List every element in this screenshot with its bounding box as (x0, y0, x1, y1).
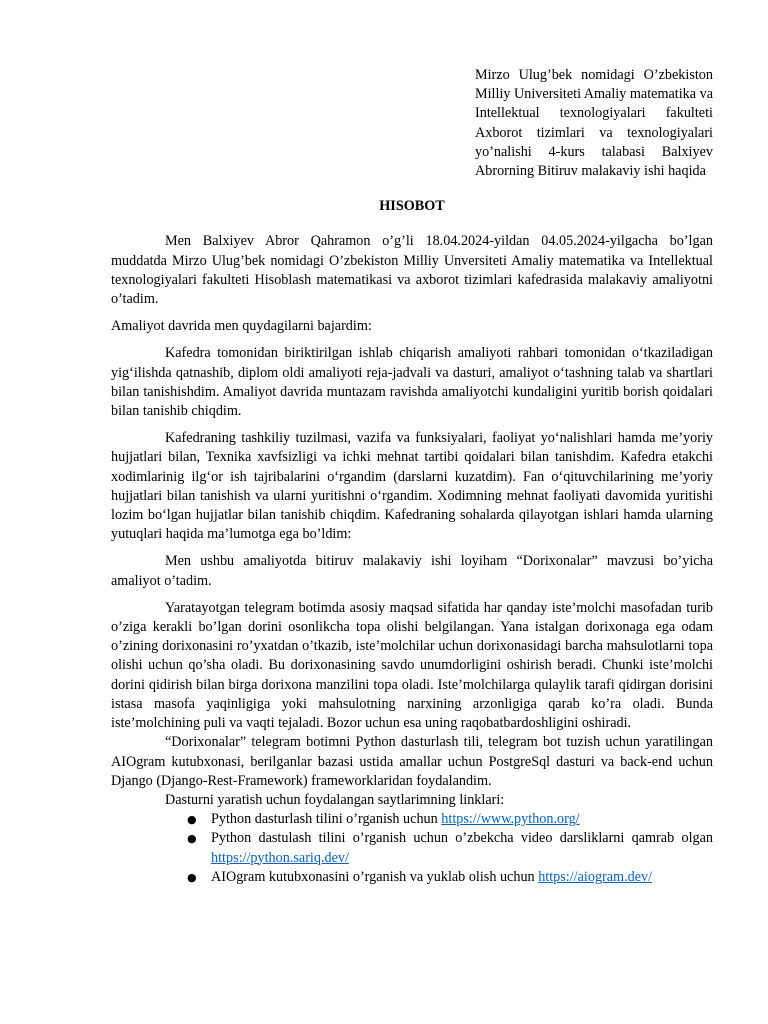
paragraph-department-structure: Kafedraning tashkiliy tuzilmasi, vazifa va funksiyalari, faoliyat yo‘nalishlari hamda me’yoriy hujjatlari bilan, Texnika xavfsizligi va ichki mehnat tartibi qoidalari bilan tanishdim. Kafedra etakchi xodimlarinig ilg‘or ish tajribalarini o‘rgandim (darslarni kuzatdim). Fan o‘qituvchilarining me’yoriy hujjatlari bilan tanishish va ularni yuritishni o‘rgandim. Xodimning mehnat faoliyati davomida yuritishi lozim bo‘lgan hujjatlar bilan tanishib chiqdim. Kafedraning sohalarda qilayotgan ishlari hamda ularning yutuqlari haqida ma’lumotga ega bo’ldim: (111, 430, 713, 543)
python-sariq-link[interactable]: https://python.sariq.dev/ (211, 849, 349, 866)
paragraph-intro: Men Balxiyev Abror Qahramon o’g’li 18.04.2024-yildan 04.05.2024-yilgacha bo’lgan muddatda Mirzo Ulug’bek nomidagi O’zbekiston Milliy Unversiteti Amaliy matematika va Intellektual texnologiyalari fakulteti Hisoblash matematikasi va axborot tizimlari kafedrasida malakaviy amaliyotni o’tadim. (111, 233, 713, 308)
paragraph-links-heading: Dasturni yaratish uchun foydalangan saytlarimning linklari: (165, 791, 505, 808)
python-org-link[interactable]: https://www.python.org/ (441, 811, 580, 828)
bullet-icon: ● (187, 813, 197, 827)
list-item (111, 810, 713, 829)
paragraph-bot-purpose: Yaratayotgan telegram botimda asosiy maqsad sifatida har qanday iste’molchi masofadan turib o’ziga kerakli bo’lgan dorini osonlikcha topa olishi belgilangan. Yana istalgan dorixonaga ega odam o’zining dorixonasini ro’yxatdan o’tkazib, iste’molchilar uchun dorixonasidagi barcha mahsulotlarni topa olishi uchun qo’sha oladi. Bu dorixonasining savdo unumdorligini oshirish beradi. Chunki iste’molchi dorini qidirish bilan birga dorixona manzilini topa oladi. Iste’molchilarga qulaylik tarafi qidirgan dorisini istasa masofa yaqinligiga yoki mahsulotning narxining arzonligiga qarab ko’ra oladi. Bunda iste’molchining puli va vaqti tejaladi. Bozor uchun esa uning raqobatbardoshligini oshiradi. (111, 599, 713, 732)
paragraph-technologies: “Dorixonalar” telegram botimni Python dasturlash tili, telegram bot tuzish uchun yaratilingan AIOgram kutubxonasi, berilganlar bazasi ustida amallar uchun PostgreSql dasturi va back-end uchun Django (Django-Rest-Framework) frameworklaridan foydalandim. (111, 734, 713, 789)
links-list (111, 810, 713, 887)
link-description: AIOgram kutubxonasini o’rganish va yuklab olish uchun (211, 868, 539, 885)
bullet-icon: ● (187, 832, 197, 846)
aiogram-link[interactable]: https://aiogram.dev/ (538, 868, 653, 885)
list-item (111, 829, 713, 867)
paragraph-project-topic: Men ushbu amaliyotda bitiruv malakaviy ishi loyiham “Dorixonalar” mavzusi bo’yicha amaliyot o’tadim. (111, 553, 713, 589)
bullet-icon: ● (187, 870, 197, 884)
document-title: HISOBOT (379, 198, 445, 215)
recipient-header: Mirzo Ulug’bek nomidagi O’zbekiston Milliy Universiteti Amaliy matematika va Intellektual texnologiyalari fakulteti Axborot tizimlari va texnologiyalari yo’nalishi 4-kurs talabasi Balxiyev Abrorning Bitiruv malakaviy ishi haqida (475, 67, 713, 180)
link-description: Python dasturlash tilini o’rganish uchun (211, 811, 442, 828)
document-page (111, 66, 713, 887)
paragraph-tasks-heading: Amaliyot davrida men quydagilarni bajardim: (111, 318, 372, 335)
link-description: Python dastulash tilini o’rganish uchun o’zbekcha video darsliklarni qamrab olgan (211, 830, 713, 847)
paragraph-department-meeting: Kafedra tomonidan biriktirilgan ishlab chiqarish amaliyoti rahbari tomonidan o‘tkaziladigan yig‘ilishda qatnashib, diplom oldi amaliyoti reja-jadvali va dasturi, amaliyot o‘tashning talab va shartlari bilan tanishishdim. Amaliyot davrida muntazam ravishda amaliyotchi kundaligini yuritib borish qoidalari bilan tanishib chiqdim. (111, 345, 713, 420)
list-item (111, 868, 713, 887)
